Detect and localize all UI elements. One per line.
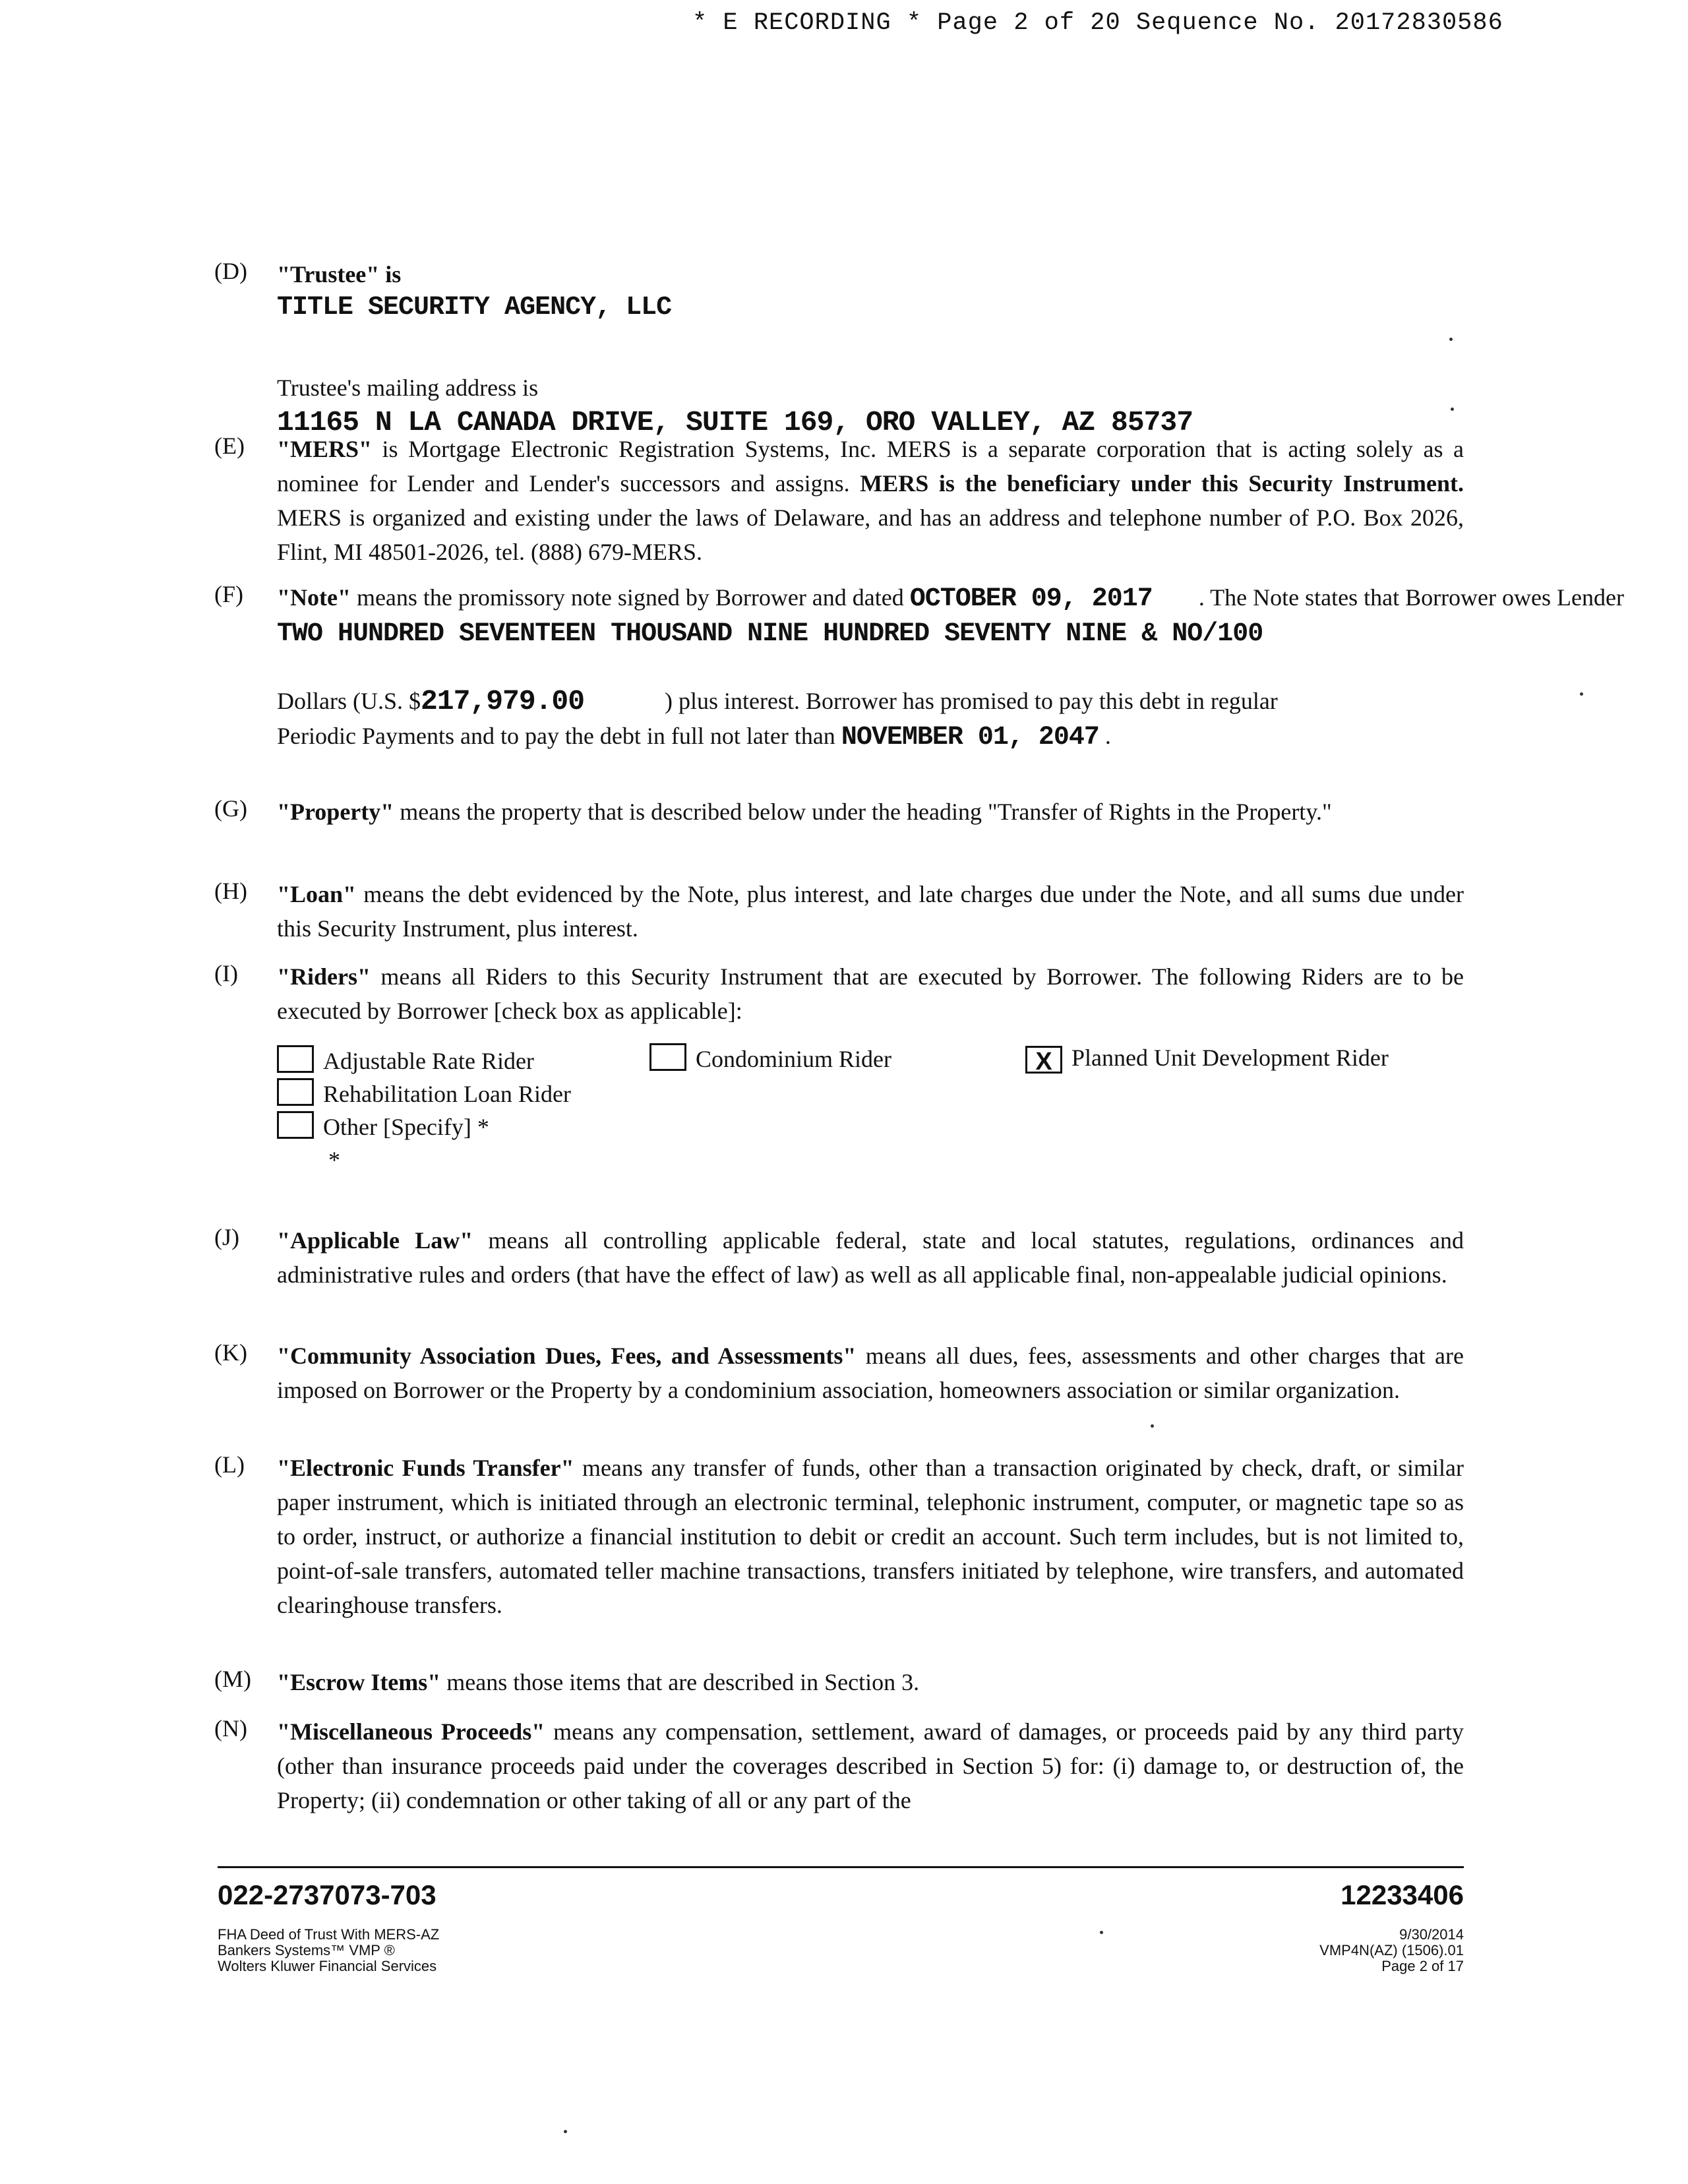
note-text-1: means the promissory note signed by Borrower and dated xyxy=(350,584,910,611)
note-text-2: . The Note states that Borrower owes Lender xyxy=(1198,584,1624,611)
rider-label: Other [Specify] * xyxy=(323,1114,489,1140)
section-label: (H) xyxy=(214,878,247,904)
section-label: (D) xyxy=(214,258,247,284)
mers-text-2: MERS is organized and existing under the laws of Delaware, and has an address and telephone number of P.O. Box 2026, Flint, MI 48501-2026, tel. (888) 679-MERS. xyxy=(277,504,1464,565)
property-text: means the property that is described below under the heading "Transfer of Rights in the Property." xyxy=(394,799,1332,825)
footer-form-date: 9/30/2014 xyxy=(1399,1926,1464,1943)
note-text-3a: ) plus interest. Borrower has promised to pay this debt in regular xyxy=(665,688,1278,714)
term-community-association-dues: "Community Association Dues, Fees, and Assessments" xyxy=(277,1343,857,1369)
section-label: (E) xyxy=(214,433,245,459)
rider-checkbox[interactable] xyxy=(277,1045,314,1073)
footer-document-number: 12233406 xyxy=(1341,1879,1464,1910)
rider-adjustable-rate xyxy=(277,1045,534,1077)
rider-label: Rehabilitation Loan Rider xyxy=(323,1081,571,1107)
electronic-funds-transfer-text: means any transfer of funds, other than a transaction originated by check, draft, or similar paper instrument, which is initiated through an electronic terminal, telephonic instrument, computer, or magnetic tape so as to order, instruct, or authorize a financial institution to debit or credit an account. Such term includes, but is not limited to, point-of-sale transfers, automated teller machine transactions, transfers initiated by telephone, wire transfers, and automated clearinghouse transfers. xyxy=(277,1455,1464,1618)
note-date: OCTOBER 09, 2017 xyxy=(909,584,1153,614)
note-text-3b: Periodic Payments and to pay the debt in full not later than xyxy=(277,723,841,749)
footer-loan-number: 022-2737073-703 xyxy=(218,1879,437,1910)
rider-rehabilitation-loan xyxy=(277,1078,571,1110)
scan-speck xyxy=(1580,692,1583,696)
term-miscellaneous-proceeds: "Miscellaneous Proceeds" xyxy=(277,1718,545,1745)
trustee-name: TITLE SECURITY AGENCY, LLC xyxy=(277,293,672,322)
term-escrow-items: "Escrow Items" xyxy=(277,1669,441,1695)
rider-label: Condominium Rider xyxy=(696,1046,891,1072)
recording-header: * E RECORDING * Page 2 of 20 Sequence No. 20172830586 xyxy=(692,9,1503,37)
rider-checkbox[interactable] xyxy=(649,1043,686,1071)
rider-other-asterisk: * xyxy=(328,1147,340,1173)
section-label: (M) xyxy=(214,1666,251,1692)
community-association-text: means all dues, fees, assessments and other charges that are imposed on Borrower or the Property by a condominium association, homeowners association or similar organization. xyxy=(277,1343,1464,1403)
dollars-label: Dollars (U.S. $ xyxy=(277,688,421,714)
mers-text-1: is Mortgage Electronic Registration Systems, Inc. MERS is a separate corporation that is acting solely as a nominee for Lender and Lender's successors and assigns. xyxy=(277,436,1464,497)
section-label: (J) xyxy=(214,1224,239,1250)
footer-divider xyxy=(218,1866,1464,1868)
note-amount-words: TWO HUNDRED SEVENTEEN THOUSAND NINE HUNDRED SEVENTY NINE & NO/100 xyxy=(277,619,1263,649)
term-riders: "Riders" xyxy=(277,963,371,990)
rider-label: Adjustable Rate Rider xyxy=(323,1048,534,1074)
section-label: (F) xyxy=(214,581,243,607)
trustee-definition: "Trustee" is xyxy=(277,261,402,288)
note-text-4: . xyxy=(1104,723,1111,749)
rider-label: Planned Unit Development Rider xyxy=(1071,1045,1389,1071)
scan-speck xyxy=(1151,1424,1154,1428)
footer-form-info xyxy=(218,1927,439,1974)
term-mers: "MERS" xyxy=(277,436,372,462)
rider-other xyxy=(277,1111,489,1143)
rider-checkbox[interactable] xyxy=(277,1078,314,1106)
riders-text: means all Riders to this Security Instrument that are executed by Borrower. The following Riders are to be executed by Borrower [check box as applicable]: xyxy=(277,963,1464,1024)
note-maturity-date: NOVEMBER 01, 2047 xyxy=(841,723,1099,752)
scan-speck xyxy=(1451,408,1454,411)
applicable-law-text: means all controlling applicable federal, state and local statutes, regulations, ordinances and administrative rules and orders (that have the effect of law) as well as all applicable final, non-appealable judicial opinions. xyxy=(277,1227,1464,1288)
term-electronic-funds-transfer: "Electronic Funds Transfer" xyxy=(277,1455,574,1481)
term-applicable-law: "Applicable Law" xyxy=(277,1227,473,1254)
section-label: (N) xyxy=(214,1715,247,1742)
mers-beneficiary-statement: MERS is the beneficiary under this Security Instrument. xyxy=(860,470,1464,497)
scan-speck xyxy=(1100,1931,1103,1934)
footer-form-line-2: Bankers Systems™ VMP ® xyxy=(218,1942,395,1958)
rider-condominium xyxy=(649,1043,891,1075)
escrow-items-text: means those items that are described in Section 3. xyxy=(440,1669,920,1695)
section-label: (L) xyxy=(214,1451,245,1478)
section-label: (K) xyxy=(214,1339,247,1366)
term-loan: "Loan" xyxy=(277,881,357,907)
term-note: "Note" xyxy=(277,584,351,611)
scan-speck xyxy=(564,2130,567,2133)
rider-checkbox[interactable]: X xyxy=(1025,1046,1062,1074)
section-label: (G) xyxy=(214,795,247,822)
footer-form-code-info xyxy=(1121,1927,1464,1974)
trustee-mailing-address: 11165 N LA CANADA DRIVE, SUITE 169, ORO VALLEY, AZ 85737 xyxy=(277,406,1193,439)
note-amount: 217,979.00 xyxy=(421,685,585,717)
footer-form-code: VMP4N(AZ) (1506).01 xyxy=(1319,1942,1464,1958)
scan-speck xyxy=(1449,338,1453,341)
footer-form-line-1: FHA Deed of Trust With MERS-AZ xyxy=(218,1926,440,1943)
footer-form-line-3: Wolters Kluwer Financial Services xyxy=(218,1958,437,1974)
footer-page-number: Page 2 of 17 xyxy=(1381,1958,1464,1974)
term-property: "Property" xyxy=(277,799,394,825)
rider-planned-unit-development xyxy=(1025,1042,1389,1074)
loan-text: means the debt evidenced by the Note, plus interest, and late charges due under the Note, and all sums due under this Security Instrument, plus interest. xyxy=(277,881,1464,942)
rider-checkbox[interactable] xyxy=(277,1111,314,1139)
section-label: (I) xyxy=(214,960,238,986)
miscellaneous-proceeds-text: means any compensation, settlement, award of damages, or proceeds paid by any third party (other than insurance proceeds paid under the coverages described in Section 5) for: (i) damage to, or destruction of, the Property; (ii) condemnation or other taking of all or any part of the xyxy=(277,1718,1464,1813)
trustee-mailing-label: Trustee's mailing address is xyxy=(277,375,539,401)
